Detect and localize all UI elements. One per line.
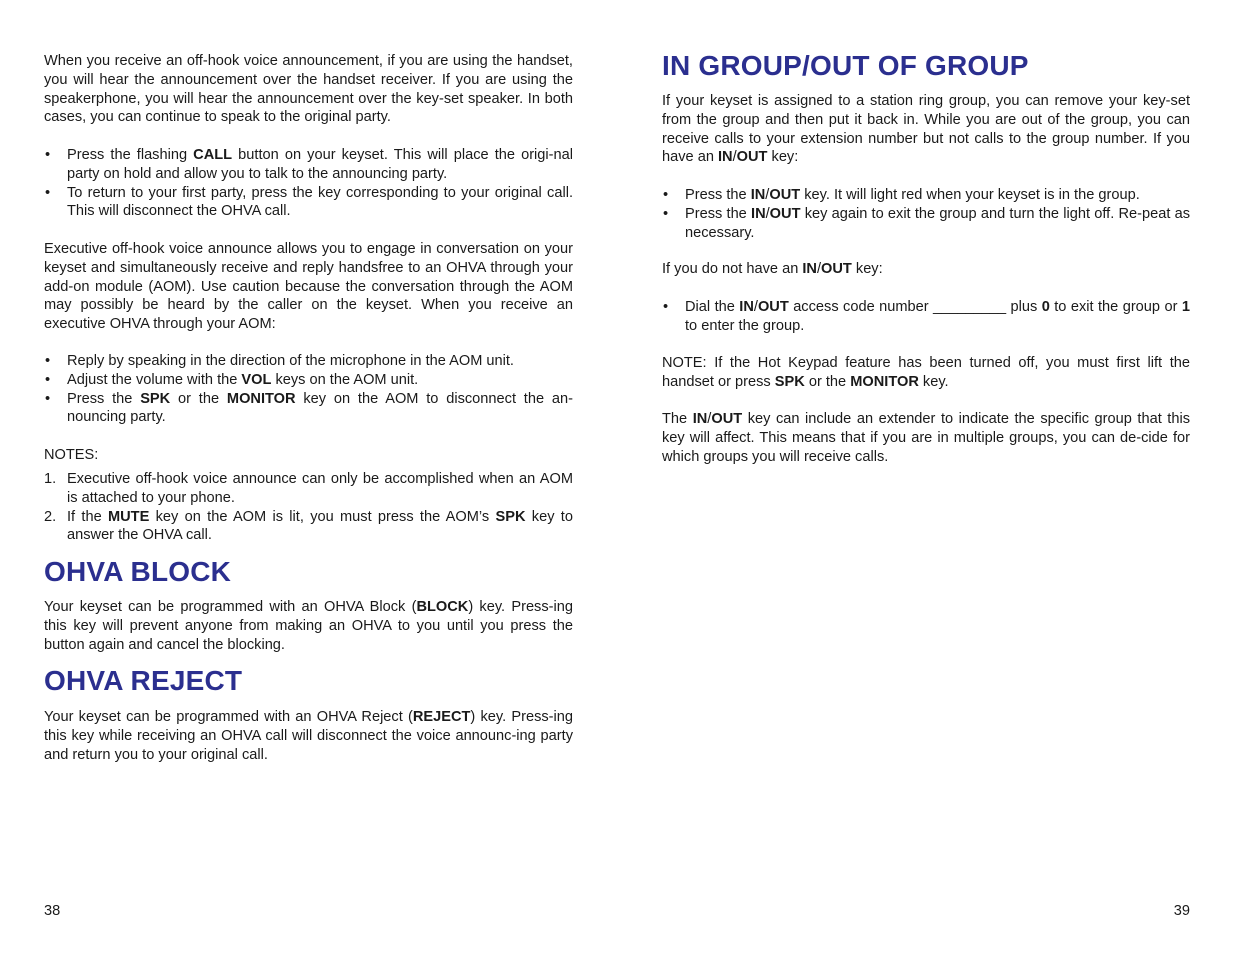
list-item: • Press the flashing CALL button on your keyset. This will place the origi-nal party on hold and allow you to talk to the announcing party. xyxy=(45,147,573,182)
inout-bullets xyxy=(662,186,1190,242)
heading-ohva-reject: OHVA REJECT xyxy=(44,665,243,696)
notes-label: NOTES: xyxy=(44,447,99,463)
aom-bullets xyxy=(44,352,573,427)
list-item: • Adjust the volume with the VOL keys on the AOM unit. xyxy=(45,371,419,388)
bullet-icon: • xyxy=(45,353,51,369)
block-paragraph: Your keyset can be programmed with an OHVA Block (BLOCK) key. Press-ing this key will prevent anyone from making an OHVA to you until you press the button again and cancel the blocking. xyxy=(44,599,573,653)
list-item: • Reply by speaking in the direction of the microphone in the AOM unit. xyxy=(45,353,514,369)
list-item: • Press the IN/OUT key again to exit the group and turn the light off. Re-peat as necessary. xyxy=(663,205,1191,241)
page-number-right: 39 xyxy=(1173,903,1190,919)
bullet-icon: • xyxy=(663,187,669,203)
left-page xyxy=(44,0,573,954)
heading-ohva-block: OHVA BLOCK xyxy=(44,556,232,587)
notes-list xyxy=(44,470,573,545)
access-code-bullets xyxy=(662,298,1190,336)
list-item: • To return to your first party, press the key corresponding to your original call. This will disconnect the OHVA call. xyxy=(45,184,573,220)
group-intro-paragraph: If your keyset is assigned to a station ring group, you can remove your key-set from the group and then put it back in. While you are out of the group, you can receive calls to your extension number but not calls to the group number. If you have an IN/OUT key: xyxy=(662,93,1190,166)
heading-in-group-out-of-group: IN GROUP/OUT OF GROUP xyxy=(662,50,1029,81)
note-number: 2. xyxy=(44,508,57,525)
bullet-icon: • xyxy=(45,147,51,163)
executive-paragraph: Executive off-hook voice announce allows you to engage in conversation on your keyset and simultaneously receive and reply handsfree to an OHVA through your add-on module (AOM). Use caution because the conversation through the AOM may possibly be heard by the caller on the keyset. When you receive an executive OHVA through your AOM: xyxy=(44,241,573,333)
bullet-icon: • xyxy=(663,299,669,315)
list-item: • Dial the IN/OUT access code number _________ plus 0 to exit the group or 1 to enter the group. xyxy=(663,299,1190,334)
reject-paragraph: Your keyset can be programmed with an OHVA Reject (REJECT) key. Press-ing this key while receiving an OHVA call will disconnect the voice announc-ing party and return you to your original call. xyxy=(44,709,574,763)
hot-keypad-note: NOTE: If the Hot Keypad feature has been turned off, you must first lift the handset or press SPK or the MONITOR key. xyxy=(662,355,1190,390)
no-key-paragraph: If you do not have an IN/OUT key: xyxy=(662,261,883,277)
page-number-left: 38 xyxy=(44,903,61,919)
list-item: • Press the IN/OUT key. It will light red when your keyset is in the group. xyxy=(663,187,1140,203)
note-number: 1. xyxy=(44,471,57,487)
list-item: • Press the SPK or the MONITOR key on the AOM to disconnect the an-nouncing party. xyxy=(45,390,573,426)
note-item: 2. If the MUTE key on the AOM is lit, you must press the AOM’s SPK key to answer the OHVA call. xyxy=(44,508,573,544)
bullet-icon: • xyxy=(45,184,51,201)
right-page xyxy=(662,0,1190,954)
extender-paragraph: The IN/OUT key can include an extender to indicate the specific group that this key will affect. This means that if you are in multiple groups, you can de-cide for which groups you will receive calls. xyxy=(662,411,1191,465)
note-item: 1. Executive off-hook voice announce can only be accomplished when an AOM is attached to your phone. xyxy=(44,471,573,506)
handset-bullets xyxy=(44,146,573,221)
bullet-icon: • xyxy=(45,390,51,407)
bullet-icon: • xyxy=(663,205,669,222)
intro-paragraph: When you receive an off-hook voice announcement, if you are using the handset, you will hear the announcement over the handset receiver. If you are using the speakerphone, you will hear the announcement over the key-set speaker. In both cases, you can continue to speak to the original party. xyxy=(44,53,573,126)
bullet-icon: • xyxy=(45,371,51,388)
